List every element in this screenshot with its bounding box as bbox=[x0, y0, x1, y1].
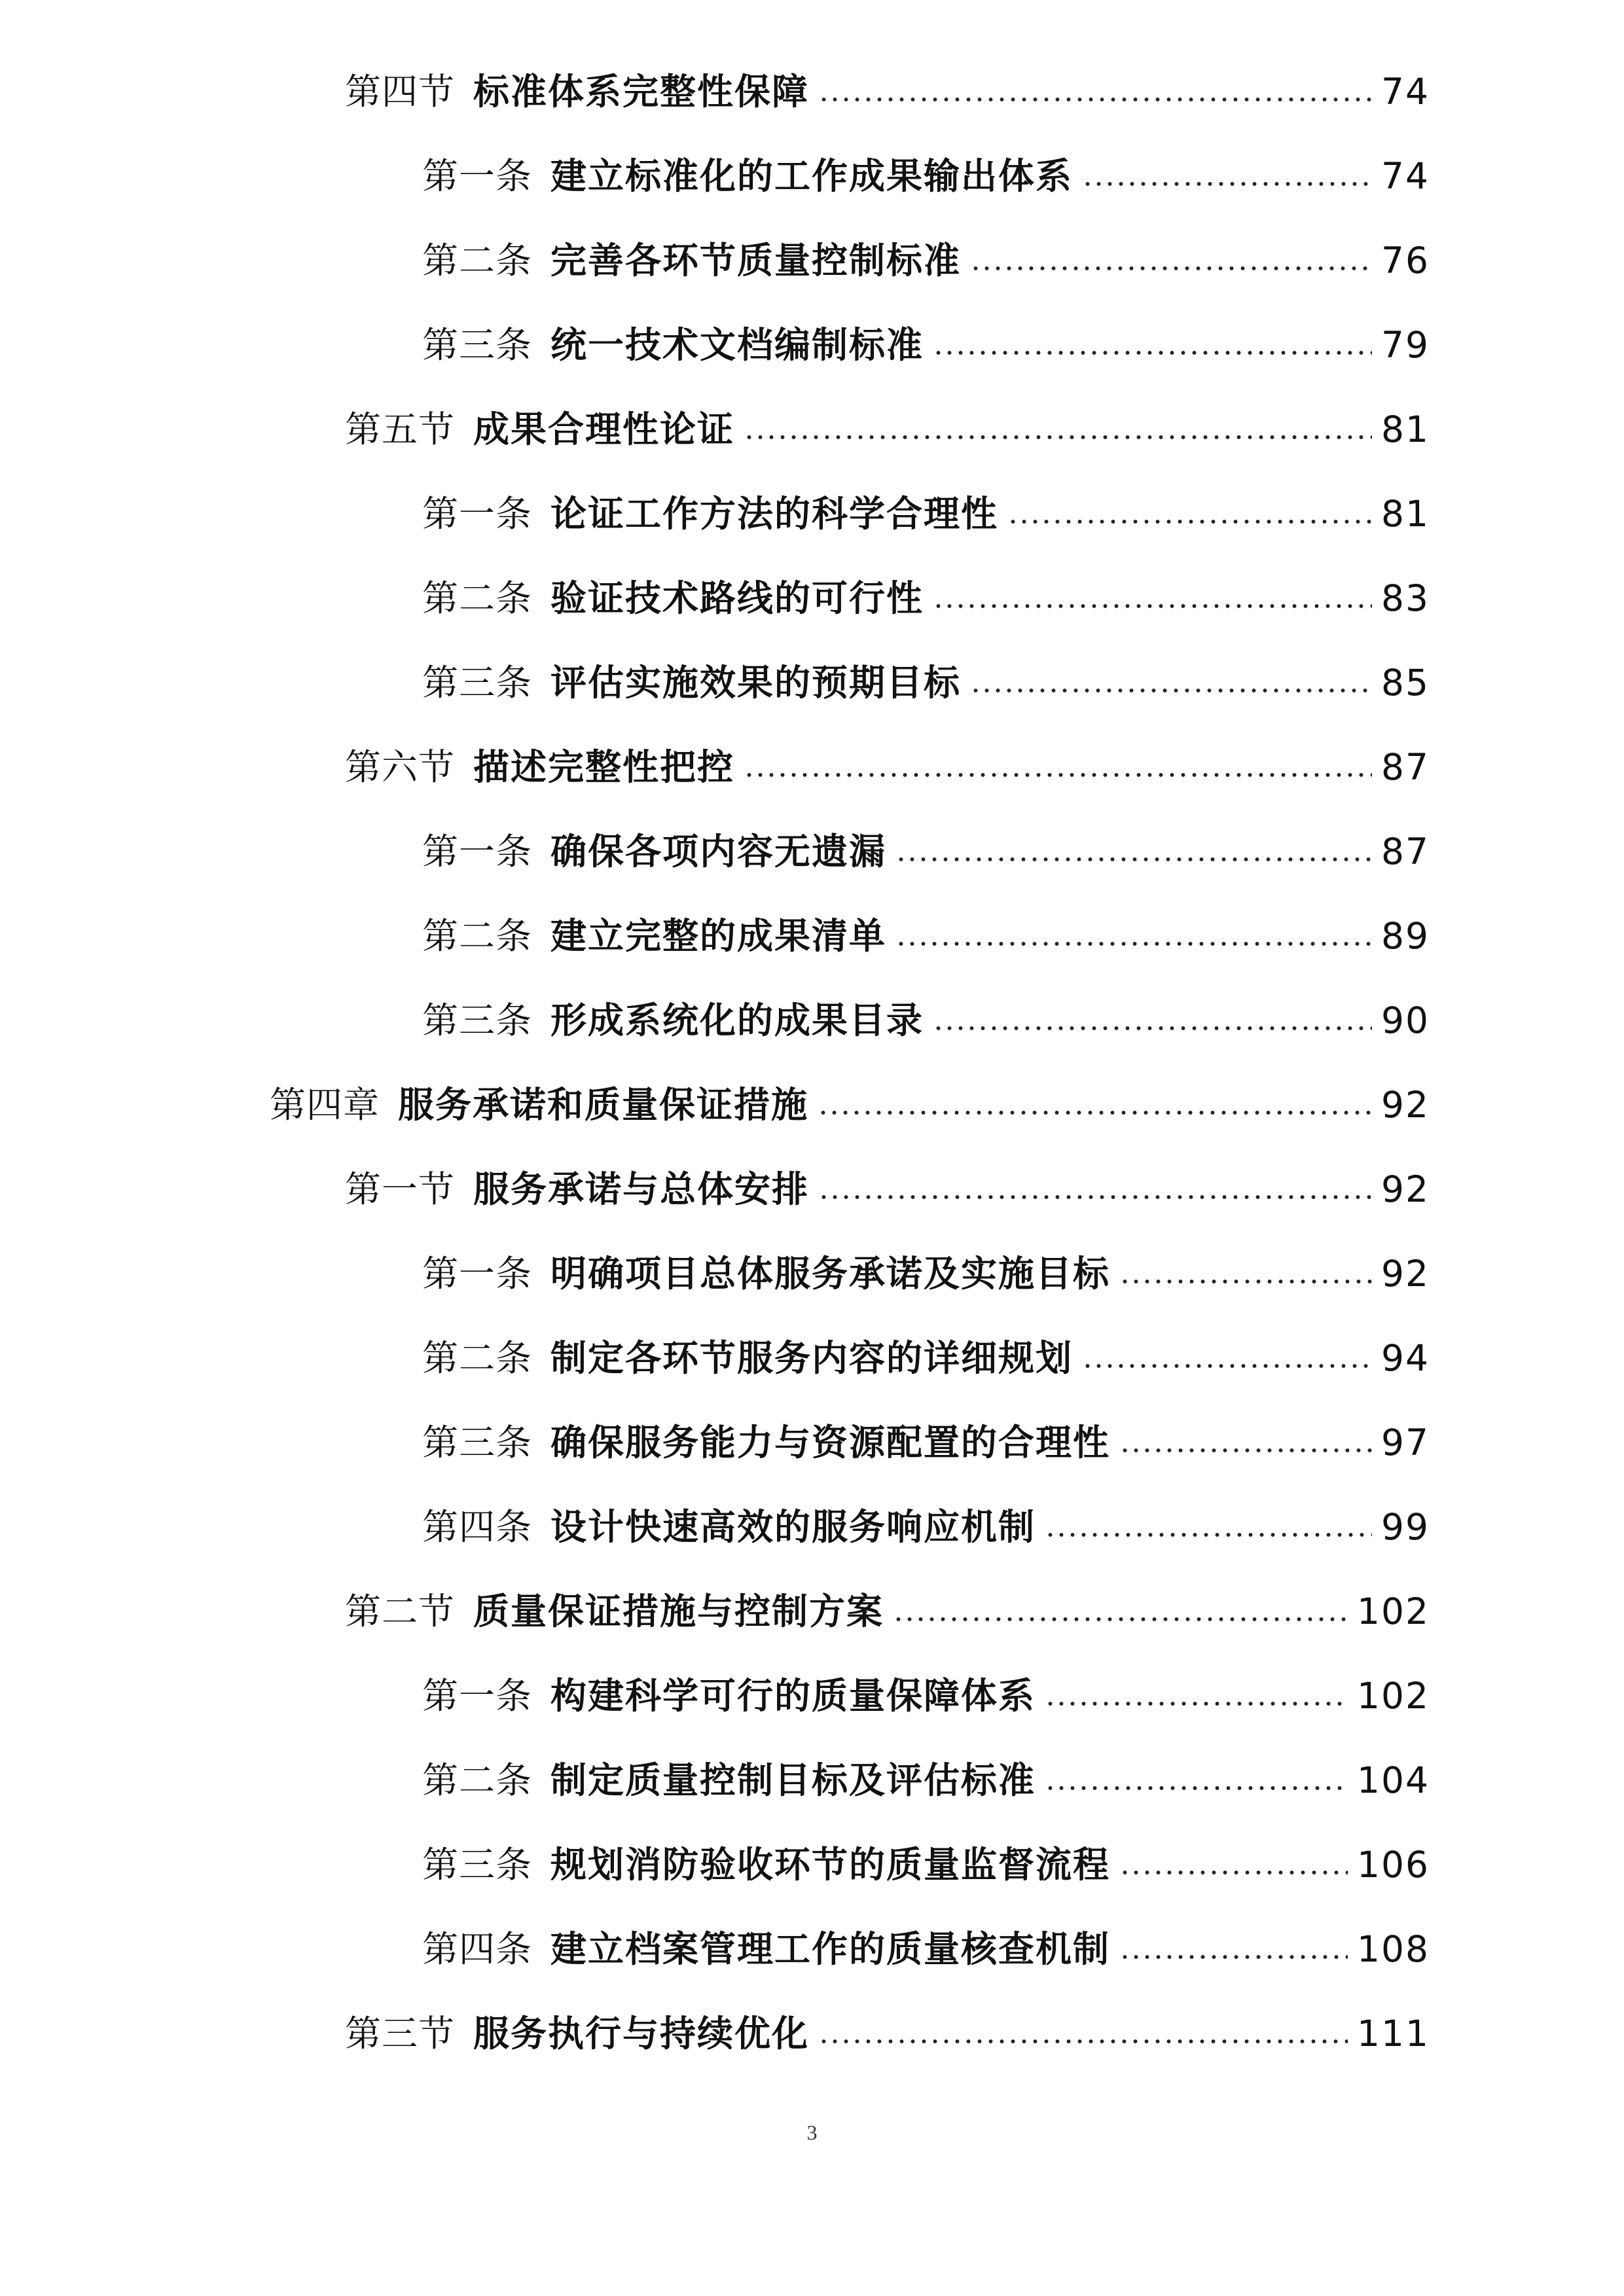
toc-entry[interactable] bbox=[345, 1582, 1430, 1641]
dot-leader bbox=[933, 603, 1372, 609]
toc-entry-page: 76 bbox=[1381, 240, 1430, 281]
toc-entry-number: 第四条 bbox=[422, 1928, 533, 1970]
toc-entry[interactable] bbox=[422, 1498, 1430, 1556]
toc-entry-page: 92 bbox=[1381, 1084, 1430, 1126]
dot-leader bbox=[895, 941, 1372, 947]
toc-entry[interactable] bbox=[345, 62, 1430, 121]
toc-entry-page: 79 bbox=[1381, 324, 1430, 366]
dot-leader bbox=[970, 687, 1372, 694]
toc-entry[interactable] bbox=[422, 906, 1430, 965]
toc-entry-number: 第二条 bbox=[422, 1337, 533, 1379]
toc-entry[interactable] bbox=[422, 231, 1430, 290]
toc-entry-page: 106 bbox=[1357, 1844, 1430, 1886]
toc-entry-page: 87 bbox=[1381, 831, 1430, 872]
dot-leader bbox=[1119, 1869, 1348, 1876]
toc-entry-number: 第二条 bbox=[422, 915, 533, 957]
toc-entry-page: 74 bbox=[1381, 155, 1430, 197]
toc-entry-page: 74 bbox=[1381, 71, 1430, 113]
toc-entry[interactable] bbox=[345, 400, 1430, 459]
dot-leader bbox=[1082, 181, 1372, 187]
dot-leader bbox=[818, 1109, 1372, 1116]
toc-entry-title: 验证技术路线的可行性 bbox=[550, 577, 924, 619]
toc-entry-number: 第二条 bbox=[422, 240, 533, 281]
toc-entry-page: 97 bbox=[1381, 1422, 1430, 1463]
toc-entry-page: 90 bbox=[1381, 999, 1430, 1041]
toc-entry-title: 建立档案管理工作的质量核查机制 bbox=[550, 1928, 1111, 1970]
toc-entry-title: 描述完整性把控 bbox=[473, 746, 735, 788]
toc-entry-page: 85 bbox=[1381, 662, 1430, 704]
toc-entry-number: 第五节 bbox=[345, 408, 456, 450]
toc-entry-title: 设计快速高效的服务响应机制 bbox=[550, 1506, 1036, 1548]
dot-leader bbox=[1045, 1700, 1348, 1707]
toc-entry[interactable] bbox=[422, 147, 1430, 206]
toc-entry-page: 104 bbox=[1357, 1759, 1430, 1801]
dot-leader bbox=[970, 265, 1372, 272]
toc-entry-number: 第三条 bbox=[422, 662, 533, 704]
toc-entry-number: 第四条 bbox=[422, 1506, 533, 1548]
dot-leader bbox=[895, 856, 1372, 863]
page-number: 3 bbox=[806, 2121, 818, 2144]
toc-entry-title: 完善各环节质量控制标准 bbox=[550, 240, 962, 281]
dot-leader bbox=[1045, 1785, 1348, 1791]
dot-leader bbox=[1007, 518, 1372, 525]
toc-entry-number: 第三节 bbox=[345, 2013, 456, 2054]
toc-entry-page: 89 bbox=[1381, 915, 1430, 957]
toc-entry-number: 第三条 bbox=[422, 324, 533, 366]
dot-leader bbox=[1082, 1363, 1372, 1369]
toc-entry-page: 94 bbox=[1381, 1337, 1430, 1379]
toc-entry[interactable] bbox=[422, 1244, 1430, 1303]
toc-entry-number: 第二条 bbox=[422, 577, 533, 619]
dot-leader bbox=[818, 96, 1372, 103]
toc-entry-title: 制定质量控制目标及评估标准 bbox=[550, 1759, 1036, 1801]
toc-entry-page: 92 bbox=[1381, 1168, 1430, 1210]
toc-entry-title: 标准体系完整性保障 bbox=[473, 71, 810, 113]
toc-entry[interactable] bbox=[422, 1920, 1430, 1979]
toc-entry-title: 质量保证措施与控制方案 bbox=[473, 1590, 884, 1632]
dot-leader bbox=[818, 1194, 1372, 1200]
toc-entry-page: 81 bbox=[1381, 493, 1430, 535]
toc-entry-title: 统一技术文档编制标准 bbox=[550, 324, 924, 366]
dot-leader bbox=[744, 772, 1372, 778]
toc-entry-number: 第四节 bbox=[345, 71, 456, 113]
toc-entry-page: 81 bbox=[1381, 408, 1430, 450]
dot-leader bbox=[744, 434, 1372, 440]
dot-leader bbox=[1119, 1954, 1348, 1960]
toc-entry-number: 第二节 bbox=[345, 1590, 456, 1632]
toc-entry-title: 服务执行与持续优化 bbox=[473, 2013, 810, 2054]
toc-entry-page: 111 bbox=[1357, 2013, 1430, 2054]
toc-entry[interactable] bbox=[345, 738, 1430, 797]
dot-leader bbox=[893, 1616, 1348, 1623]
toc-entry-title: 规划消防验收环节的质量监督流程 bbox=[550, 1844, 1111, 1886]
toc-entry-page: 102 bbox=[1357, 1675, 1430, 1717]
toc-entry[interactable] bbox=[422, 315, 1430, 374]
toc-entry-number: 第一节 bbox=[345, 1168, 456, 1210]
toc-entry-title: 建立标准化的工作成果输出体系 bbox=[550, 155, 1074, 197]
toc-entry-number: 第三条 bbox=[422, 999, 533, 1041]
toc-entry-page: 102 bbox=[1357, 1590, 1430, 1632]
toc-entry[interactable] bbox=[422, 1835, 1430, 1894]
toc-entry-number: 第二条 bbox=[422, 1759, 533, 1801]
toc-entry-page: 99 bbox=[1381, 1506, 1430, 1548]
toc-entry-title: 成果合理性论证 bbox=[473, 408, 735, 450]
toc-entry[interactable] bbox=[422, 822, 1430, 881]
toc-entry-title: 论证工作方法的科学合理性 bbox=[550, 493, 999, 535]
toc-entry-title: 明确项目总体服务承诺及实施目标 bbox=[550, 1253, 1111, 1295]
dot-leader bbox=[933, 350, 1372, 356]
dot-leader bbox=[818, 2038, 1348, 2045]
toc-entry-number: 第一条 bbox=[422, 1253, 533, 1295]
toc-entry[interactable] bbox=[422, 1329, 1430, 1388]
toc-entry-number: 第一条 bbox=[422, 493, 533, 535]
toc-entry-title: 建立完整的成果清单 bbox=[550, 915, 887, 957]
dot-leader bbox=[1119, 1278, 1372, 1285]
toc-entry[interactable] bbox=[422, 484, 1430, 543]
dot-leader bbox=[933, 1025, 1372, 1031]
toc-entry[interactable] bbox=[345, 2004, 1430, 2063]
toc-entry-page: 87 bbox=[1381, 746, 1430, 788]
toc-entry-title: 构建科学可行的质量保障体系 bbox=[550, 1675, 1036, 1717]
toc-entry-number: 第一条 bbox=[422, 1675, 533, 1717]
toc-entry-page: 83 bbox=[1381, 577, 1430, 619]
toc-entry[interactable] bbox=[422, 1413, 1430, 1472]
toc-entry[interactable] bbox=[345, 1160, 1430, 1219]
toc-entry-number: 第三条 bbox=[422, 1422, 533, 1463]
toc-entry-title: 确保服务能力与资源配置的合理性 bbox=[550, 1422, 1111, 1463]
toc-entry[interactable] bbox=[422, 569, 1430, 628]
toc-entry-title: 服务承诺和质量保证措施 bbox=[398, 1084, 809, 1126]
toc-entry[interactable] bbox=[422, 991, 1430, 1050]
dot-leader bbox=[1119, 1447, 1372, 1454]
toc-entry[interactable] bbox=[422, 653, 1430, 712]
toc-entry[interactable] bbox=[270, 1075, 1430, 1134]
toc-entry-number: 第四章 bbox=[270, 1084, 380, 1126]
toc-entry-title: 制定各环节服务内容的详细规划 bbox=[550, 1337, 1074, 1379]
toc-entry-number: 第六节 bbox=[345, 746, 456, 788]
toc-entry-page: 108 bbox=[1357, 1928, 1430, 1970]
toc-entry-number: 第一条 bbox=[422, 155, 533, 197]
toc-entry-title: 确保各项内容无遗漏 bbox=[550, 831, 887, 872]
toc-entry-number: 第一条 bbox=[422, 831, 533, 872]
dot-leader bbox=[1045, 1532, 1372, 1538]
toc-entry-title: 评估实施效果的预期目标 bbox=[550, 662, 962, 704]
toc-entry[interactable] bbox=[422, 1666, 1430, 1725]
toc-entry-title: 服务承诺与总体安排 bbox=[473, 1168, 810, 1210]
toc-entry-page: 92 bbox=[1381, 1253, 1430, 1295]
toc-entry[interactable] bbox=[422, 1751, 1430, 1810]
toc-entry-number: 第三条 bbox=[422, 1844, 533, 1886]
toc-entry-title: 形成系统化的成果目录 bbox=[550, 999, 924, 1041]
